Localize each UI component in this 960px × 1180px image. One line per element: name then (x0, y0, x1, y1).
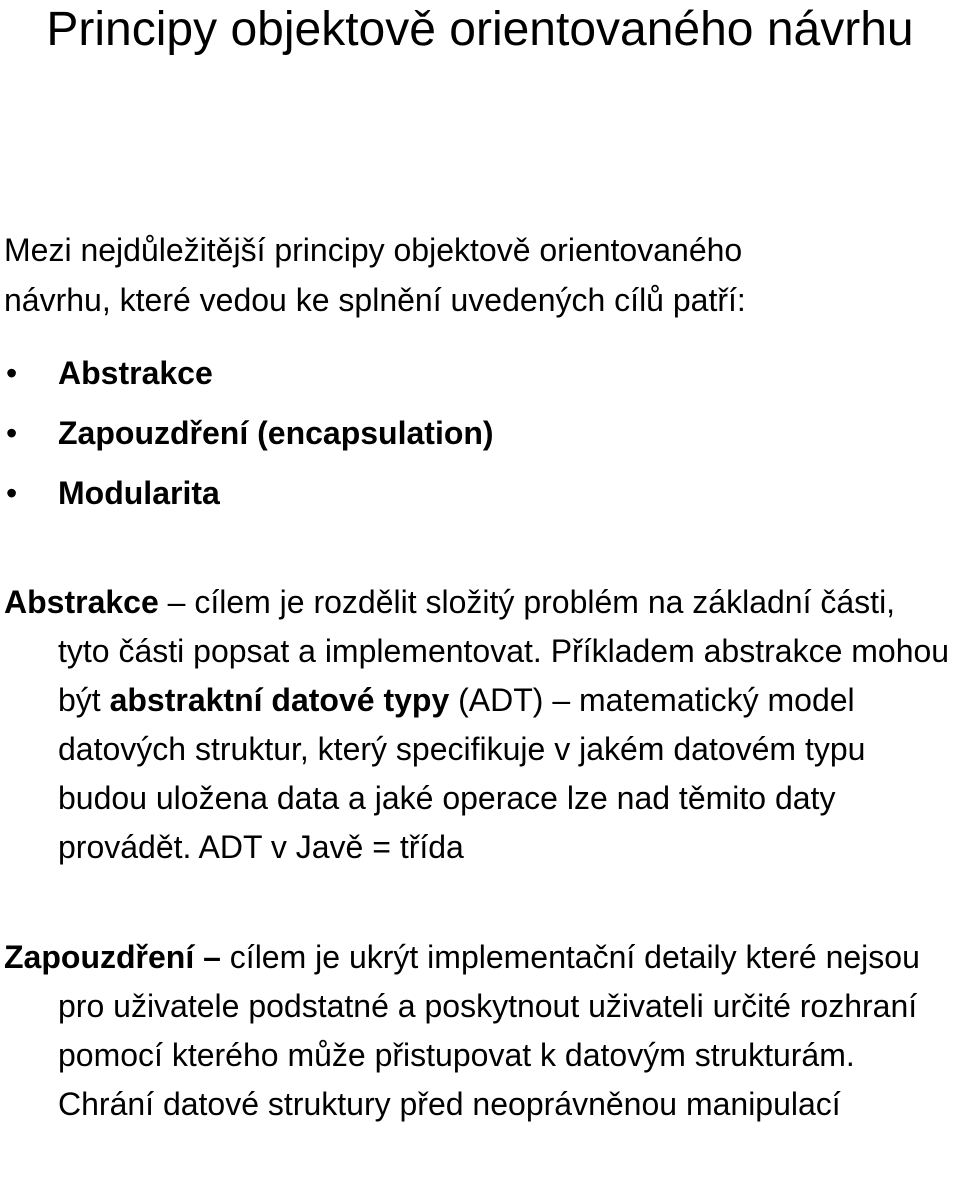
principles-list (0, 343, 950, 523)
list-item-modularita (0, 463, 950, 523)
slide-title-text: Principy objektově orientovaného návrhu (46, 3, 914, 56)
list-item-label: Zapouzdření (encapsulation) (58, 415, 494, 451)
intro-text (4, 225, 954, 325)
bullet-icon: • (6, 475, 18, 511)
zapouzdreni-text: cílem je ukrýt implementační detaily které nejsou pro uživatele podstatné a poskytnout uživateli určité rozhraní pomocí kterého může přistupovat k datovým strukturám. Chrání datové struktury před neoprávněnou manipulací (58, 939, 920, 1122)
abstrakce-text-1: – cílem je rozdělit složitý problém na základní části, tyto části popsat a implementovat. Příkladem abstrakce mohou být (58, 584, 950, 718)
list-item-abstrakce (0, 343, 950, 403)
list-item-label: Modularita (58, 475, 220, 511)
abstrakce-term: Abstrakce (4, 584, 159, 620)
abstrakce-text-2: (ADT) – matematický model datových struktur, který specifikuje v jakém datovém typu budou uložena data a jaké operace lze nad těmito daty provádět. ADT v Javě = třída (58, 682, 866, 865)
intro-line-2: návrhu, které vedou ke splnění uvedených cílů patří: (4, 282, 746, 318)
bullet-icon: • (6, 415, 18, 451)
list-item-label: Abstrakce (58, 355, 213, 391)
list-item-zapouzdreni (0, 403, 950, 463)
bullet-icon: • (6, 355, 18, 391)
abstrakce-emphasis: abstraktní datové typy (109, 682, 450, 718)
zapouzdreni-paragraph (4, 933, 954, 1129)
abstrakce-paragraph (4, 578, 954, 872)
intro-line-1: Mezi nejdůležitější principy objektově orientovaného (4, 232, 743, 268)
slide-title (0, 0, 960, 60)
zapouzdreni-term: Zapouzdření – (4, 939, 221, 975)
